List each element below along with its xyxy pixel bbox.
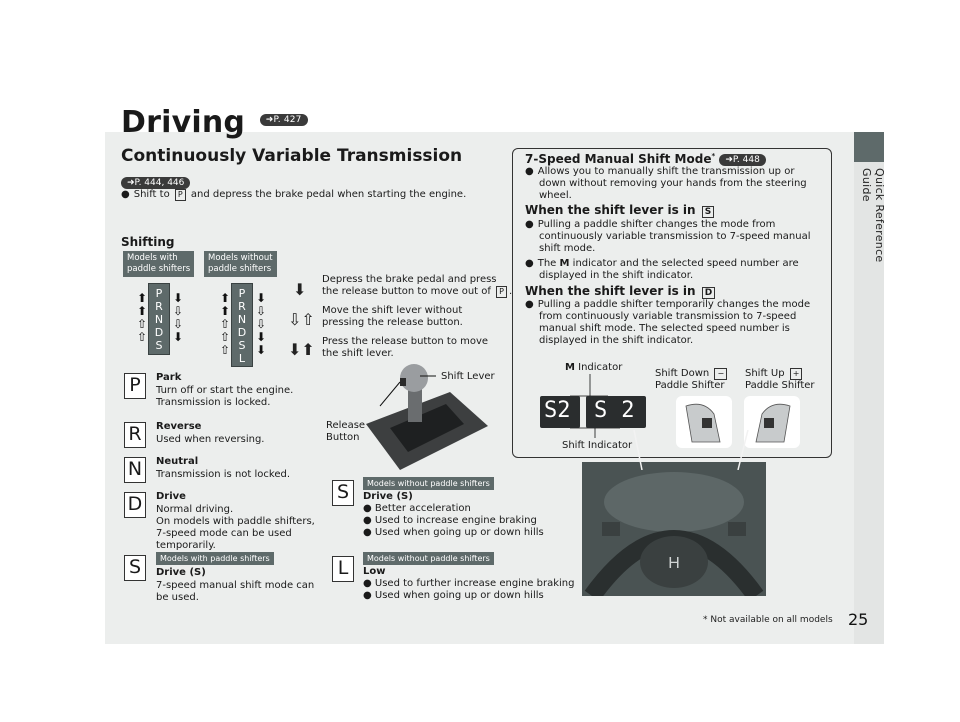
instruction-no-release <box>322 305 463 329</box>
shift-lever-label: Shift Lever <box>441 371 495 382</box>
instruction-release-button: Depress the brake pedal and press the release button to move out of P . <box>322 274 513 297</box>
bullet-dot: ● <box>525 219 534 230</box>
manual-heading-text: 7-Speed Manual Shift Mode <box>525 152 712 166</box>
display-1-text: S2 <box>544 398 571 423</box>
manual-heading <box>525 152 766 166</box>
gear-l-bullet-1: Used to further increase engine braking <box>374 578 575 589</box>
arrow-down-solid-icon: ⬇ <box>256 291 267 305</box>
instr1-line1: Depress the brake pedal and press <box>322 274 497 285</box>
s-b1-line2: continuously variable transmission to 7-speed manual <box>539 231 811 242</box>
release-button-label <box>326 420 365 444</box>
pattern-d: D <box>154 326 164 339</box>
m-indicator-m: M <box>565 362 575 373</box>
s-bullet-2 <box>525 258 799 282</box>
gear-s2-title: Drive (S) <box>363 491 413 502</box>
gear-p-title: Park <box>156 372 182 383</box>
bullet-item: ● Used when going up or down hills <box>363 527 544 538</box>
shift-pattern-without <box>231 283 253 367</box>
gear-n-box: N <box>124 457 146 483</box>
page-title-text: Driving <box>121 105 246 140</box>
instr1-line2: the release button to move out of <box>322 286 491 297</box>
gear-d-desc <box>156 504 315 552</box>
bullet-dot: ● <box>525 166 534 177</box>
s-heading-text: When the shift lever is in <box>525 203 696 217</box>
tag-models-without <box>204 251 277 277</box>
pattern-l: L <box>238 352 246 365</box>
bullet-item: ● Used when going up or down hills <box>363 590 544 601</box>
d-heading <box>525 284 717 299</box>
arrow-down-up-solid-icon: ⬇⬆ <box>288 340 315 359</box>
key-p: P <box>496 286 507 298</box>
tag-without-line1: Models without <box>208 253 273 263</box>
gear-d-desc-4: temporarily. <box>156 540 216 551</box>
d-bullet-1 <box>525 299 810 347</box>
svg-text:H: H <box>668 555 680 572</box>
gear-n-title: Neutral <box>156 456 199 467</box>
sidebar-label: Quick Reference Guide <box>860 168 886 263</box>
page-ref-link[interactable]: ➜P. 427 <box>260 114 308 126</box>
arrow-down-solid-icon: ⬇ <box>293 280 307 299</box>
s-b2-line2: displayed in the shift indicator. <box>539 270 694 281</box>
s-b2-line1: indicator and the selected speed number are <box>572 258 799 269</box>
arrow-down-solid-icon: ⬇ <box>256 343 267 357</box>
gear-s-desc <box>156 580 314 604</box>
manual-ref-link[interactable]: ➜P. 448 <box>719 154 765 166</box>
pattern-n: N <box>237 313 247 326</box>
d-b1-line1: Pulling a paddle shifter temporarily changes the mode <box>537 299 811 310</box>
shift-down-label <box>655 368 729 392</box>
instruction-press-release <box>322 336 488 360</box>
arrow-up-outline-icon: ⇧ <box>137 330 148 344</box>
steering-wheel-illustration <box>582 462 766 596</box>
gear-s-title: Drive (S) <box>156 567 206 578</box>
arrow-up-solid-icon: ⬆ <box>220 304 231 318</box>
manual-ref-text: P. 448 <box>732 154 760 165</box>
manual-b1-line2: down without removing your hands from the steering <box>539 178 807 189</box>
m-indicator-text: Indicator <box>578 362 623 373</box>
gear-r-box: R <box>124 422 146 448</box>
arrow-down-outline-icon: ⇩ <box>173 317 184 331</box>
bullet-item: ● Used to increase engine braking <box>363 515 537 526</box>
gear-d-desc-1: Normal driving. <box>156 504 234 515</box>
s-heading <box>525 203 716 218</box>
s-bullet-1 <box>525 219 810 255</box>
arrow-down-up-outline-icon: ⇩⇧ <box>288 310 315 329</box>
instr2-line1: Move the shift lever without <box>322 305 463 316</box>
sidebar-tab-marker <box>854 132 884 162</box>
gear-s2-bullet-3: Used when going up or down hills <box>374 527 544 538</box>
page-title <box>121 105 308 140</box>
d-b1-line2: from continuously variable transmission to 7-speed <box>539 311 797 322</box>
gear-s-desc-2: be used. <box>156 592 199 603</box>
gear-s-box: S <box>124 555 146 581</box>
instr3-line2: the shift lever. <box>322 348 394 359</box>
arrow-up-outline-icon: ⇧ <box>220 330 231 344</box>
s-b1-line3: shift mode. <box>539 243 596 254</box>
arrow-up-solid-icon: ⬆ <box>137 291 148 305</box>
d-b1-line4: displayed in the shift indicator. <box>539 335 694 346</box>
bullet-dot: ● <box>121 189 130 200</box>
d-heading-text: When the shift lever is in <box>525 284 696 298</box>
arrow-down-solid-icon: ⬇ <box>173 291 184 305</box>
pattern-s: S <box>238 339 246 352</box>
manual-b1-line3: wheel. <box>539 190 572 201</box>
cvt-ref-text: P. 444, 446 <box>134 177 185 188</box>
manual-b1-line1: Allows you to manually shift the transmission up or <box>537 166 795 177</box>
cvt-bullet-pre: Shift to <box>133 189 170 200</box>
bullet-dot: ● <box>525 299 534 310</box>
arrow-down-solid-icon: ⬇ <box>173 330 184 344</box>
pattern-s: S <box>155 339 163 352</box>
arrow-down-outline-icon: ⇩ <box>256 304 267 318</box>
shifting-heading: Shifting <box>121 235 175 249</box>
gear-r-desc: Used when reversing. <box>156 434 265 445</box>
gear-s2-bullets <box>363 503 544 539</box>
gear-p-desc-2: Transmission is locked. <box>156 397 271 408</box>
tag-with-line2: paddle shifters <box>127 264 191 274</box>
tag-models-with <box>123 251 194 277</box>
display-2-text: S2 <box>594 398 649 423</box>
tag-without-line2: paddle shifters <box>208 264 272 274</box>
arrow-up-outline-icon: ⇧ <box>137 317 148 331</box>
shift-indicator-label: Shift Indicator <box>562 440 633 451</box>
key-minus: − <box>714 368 727 380</box>
instr3-line1: Press the release button to move <box>322 336 489 347</box>
s-b2-m: M <box>559 258 570 269</box>
shift-indicator-display-1 <box>540 396 580 428</box>
footnote: * Not available on all models <box>703 615 833 625</box>
pattern-r: R <box>155 300 163 313</box>
gear-s2-bullet-1: Better acceleration <box>374 503 471 514</box>
callout-lines <box>620 430 760 470</box>
manual-bullet-1 <box>525 166 807 202</box>
shift-up-line2: Paddle Shifter <box>745 380 815 391</box>
release-line1: Release <box>326 420 366 431</box>
gear-r-title: Reverse <box>156 421 202 432</box>
page-number: 25 <box>848 610 869 629</box>
shift-down-line1: Shift Down <box>655 368 710 379</box>
gear-n-desc: Transmission is not locked. <box>156 469 291 480</box>
gear-p-desc-1: Turn off or start the engine. <box>156 385 294 396</box>
tag-with-line1: Models with <box>127 253 178 263</box>
m-indicator-label <box>565 362 622 374</box>
gear-l-bullet-2: Used when going up or down hills <box>374 590 544 601</box>
tag-without-paddle: Models without paddle shifters <box>363 552 494 565</box>
release-line2: Button <box>326 432 360 443</box>
gear-s2-box: S <box>332 480 354 506</box>
gear-d-desc-2: On models with paddle shifters, <box>156 516 315 527</box>
cvt-heading: Continuously Variable Transmission <box>121 146 463 166</box>
shift-pattern-with <box>148 283 170 355</box>
arrow-down-outline-icon: ⇩ <box>256 317 267 331</box>
pattern-p: P <box>155 287 163 300</box>
gear-d-box: D <box>124 492 146 518</box>
shift-up-line1: Shift Up <box>745 368 785 379</box>
arrow-down-solid-icon: ⬇ <box>256 330 267 344</box>
pattern-n: N <box>154 313 164 326</box>
arrow-up-outline-icon: ⇧ <box>220 343 231 357</box>
gear-l-title: Low <box>363 566 386 577</box>
key-p: P <box>175 189 186 201</box>
gear-p-desc <box>156 385 293 409</box>
key-s: S <box>702 206 714 218</box>
shift-indicator-display-2 <box>586 396 649 428</box>
manual-asterisk: * <box>711 152 716 160</box>
tag-without-paddle: Models without paddle shifters <box>363 477 494 490</box>
key-plus: + <box>790 368 803 380</box>
arrow-down-outline-icon: ⇩ <box>173 304 184 318</box>
arrow-up-outline-icon: ⇧ <box>220 317 231 331</box>
gear-s2-bullet-2: Used to increase engine braking <box>374 515 537 526</box>
gear-l-bullets <box>363 578 574 602</box>
instr2-line2: pressing the release button. <box>322 317 463 328</box>
cvt-bullet-post: and depress the brake pedal when starting the engine. <box>190 189 467 200</box>
arrow-up-solid-icon: ⬆ <box>137 304 148 318</box>
gear-d-desc-3: 7-speed mode can be used <box>156 528 292 539</box>
s-b2-pre: The <box>537 258 557 269</box>
cvt-ref-link[interactable]: ➜P. 444, 446 <box>121 172 190 191</box>
bullet-dot: ● <box>525 258 534 269</box>
bullet-item: ● Better acceleration <box>363 503 471 514</box>
arrow-up-solid-icon: ⬆ <box>220 291 231 305</box>
pattern-r: R <box>238 300 246 313</box>
page-ref-text: P. 427 <box>273 114 302 125</box>
s-b1-line1: Pulling a paddle shifter changes the mode from <box>537 219 776 230</box>
pattern-d: D <box>237 326 247 339</box>
d-b1-line3: manual shift mode. The selected speed number is <box>539 323 790 334</box>
key-d: D <box>702 287 715 299</box>
tag-with-paddle: Models with paddle shifters <box>156 552 274 565</box>
cvt-bullet <box>121 189 466 201</box>
shift-down-line2: Paddle Shifter <box>655 380 725 391</box>
pattern-p: P <box>238 287 246 300</box>
gear-l-box: L <box>332 556 354 582</box>
bullet-item: ● Used to further increase engine braking <box>363 578 575 589</box>
gear-s-desc-1: 7-speed manual shift mode can <box>156 580 315 591</box>
gear-p-box: P <box>124 373 146 399</box>
shift-up-label <box>745 368 815 392</box>
gear-d-title: Drive <box>156 491 186 502</box>
